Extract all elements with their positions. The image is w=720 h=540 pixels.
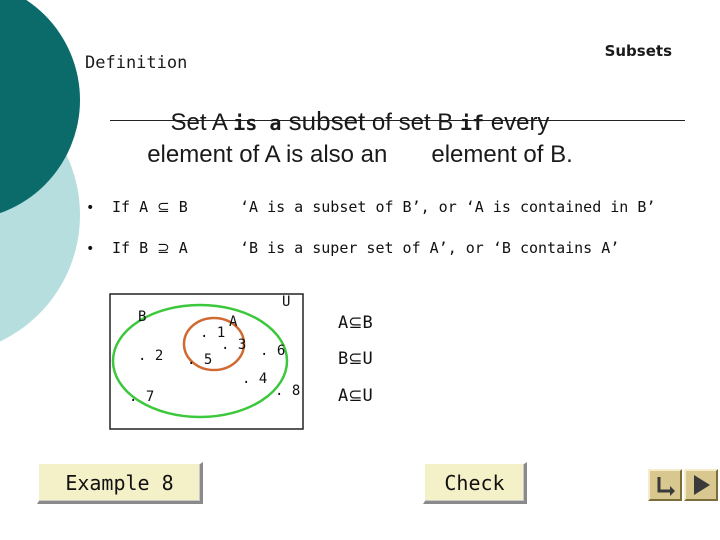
return-arrow-icon	[650, 471, 680, 499]
statement-lead: If B	[112, 239, 149, 257]
relation-right: U	[362, 386, 373, 406]
subset-symbol: ⊆	[157, 198, 170, 216]
element-label: . 3	[221, 337, 247, 353]
relation-right: U	[362, 349, 373, 369]
subset-symbol: ⊆	[348, 313, 363, 333]
bullet: •	[86, 200, 95, 216]
statement-lead: If A	[112, 198, 149, 216]
element-label: . 7	[129, 389, 155, 405]
element-label: . 4	[242, 371, 268, 387]
relation-row	[338, 386, 373, 406]
statement-target: A	[178, 239, 188, 257]
definition-text: every	[484, 109, 550, 136]
relation-row	[338, 313, 373, 333]
statement-target: B	[178, 198, 188, 216]
play-next-icon	[686, 471, 716, 499]
element-label: . 6	[260, 343, 286, 359]
element-label: . 2	[138, 348, 164, 364]
definition-emphasis: if	[459, 111, 485, 135]
next-button[interactable]	[684, 469, 718, 501]
subset-symbol: ⊆	[348, 349, 363, 369]
set-a-label: A	[229, 314, 238, 330]
definition-emphasis: is a	[233, 111, 282, 135]
relation-row	[338, 349, 373, 369]
example-8-button[interactable]: Example 8	[37, 462, 203, 504]
relation-right: B	[362, 313, 373, 333]
definition-text: Set A	[170, 109, 234, 136]
superset-symbol: ⊇	[157, 239, 170, 257]
relation-left: B	[338, 349, 349, 369]
definition-keyword: subset	[281, 106, 366, 136]
check-button[interactable]: Check	[423, 462, 527, 504]
element-label: . 1	[200, 325, 226, 341]
set-b-label: B	[138, 309, 147, 325]
return-button[interactable]	[648, 469, 682, 501]
statement-text: ‘A is a subset of B’, or ‘A is contained in B’	[240, 198, 656, 216]
bullet: •	[86, 241, 95, 257]
element-label: . 5	[187, 352, 213, 368]
definition-text: of set B	[365, 109, 460, 136]
subset-symbol: ⊆	[348, 386, 363, 406]
relation-left: A	[338, 386, 349, 406]
universe-label: U	[282, 294, 291, 310]
slide-title: Subsets	[604, 42, 672, 60]
definition-text: element of A is also an	[147, 141, 388, 168]
element-label: . 8	[275, 383, 301, 399]
section-label: Definition	[85, 53, 188, 73]
definition-text: element of B.	[431, 141, 573, 168]
relation-left: A	[338, 313, 349, 333]
statement-text: ‘B is a super set of A’, or ‘B contains A’	[240, 239, 620, 257]
